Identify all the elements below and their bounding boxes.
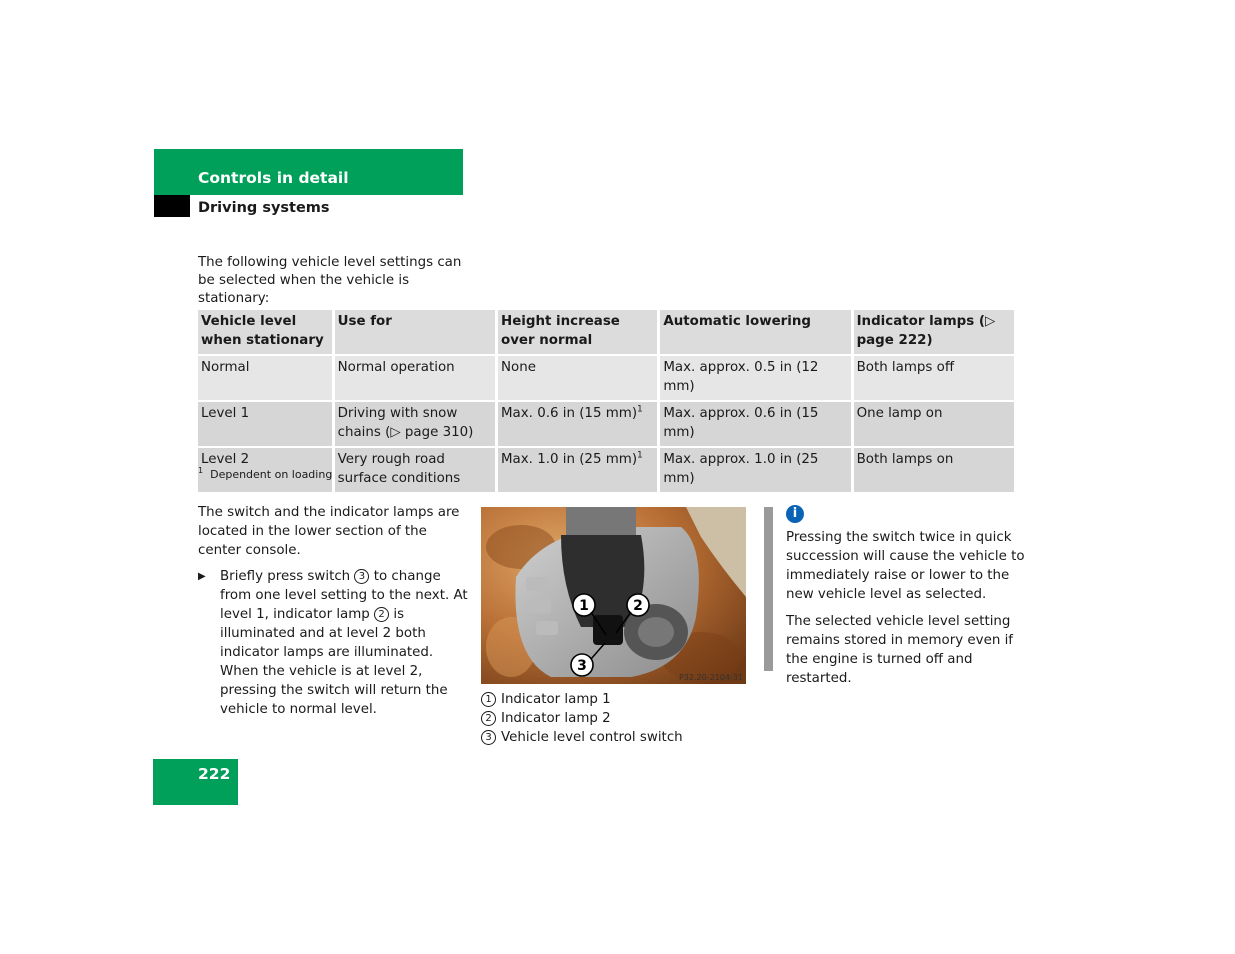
table-cell: Very rough road surface conditions: [335, 448, 495, 492]
bullet-text-part: to change from one level setting to the next. At level 1, indicator lamp: [220, 569, 468, 622]
bullet-text-part: is illuminated and at level 2 both indicator lamps are illuminated. When the vehicle is at level 2, pressing the switch will return the vehicle to normal level.: [220, 607, 448, 717]
caption-text: Indicator lamp 1: [501, 692, 611, 707]
caption-number: 1: [481, 692, 496, 707]
caption-item: [481, 728, 683, 747]
subsection-title: Driving systems: [198, 200, 330, 216]
table-cell: Level 2: [198, 448, 332, 492]
caption-number: 3: [481, 730, 496, 745]
table-cell: Normal operation: [335, 356, 495, 400]
caption-text: Indicator lamp 2: [501, 711, 611, 726]
callout-label: 3: [577, 658, 587, 674]
cell-text: Max. 0.6 in (15 mm): [501, 406, 638, 421]
vehicle-level-table: [195, 308, 1017, 494]
instruction-bullet: [198, 567, 468, 719]
table-cell: One lamp on: [854, 402, 1014, 446]
bullet-arrow-icon: ▶: [198, 571, 206, 582]
info-box: [786, 528, 1036, 696]
figure-captions: [481, 690, 683, 747]
table-cell: None: [498, 356, 657, 400]
table-header-row: [198, 310, 1014, 354]
cell-text: Max. 1.0 in (25 mm): [501, 452, 638, 467]
table-row: [198, 356, 1014, 400]
table-cell: Both lamps on: [854, 448, 1014, 492]
footnote: [198, 468, 332, 481]
caption-number: 2: [481, 711, 496, 726]
footnote-mark: 1: [198, 466, 204, 476]
table-header: Automatic lowering: [660, 310, 850, 354]
info-sidebar-bar: [764, 507, 773, 671]
caption-item: [481, 709, 683, 728]
table-header: Use for: [335, 310, 495, 354]
info-paragraph: The selected vehicle level setting remains stored in memory even if the engine is turned off and restarted.: [786, 614, 1014, 686]
bullet-text-part: Briefly press switch: [220, 569, 351, 584]
table-cell: Max. approx. 0.5 in (12 mm): [660, 356, 850, 400]
callout-label: 2: [633, 598, 643, 614]
table-header: Indicator lamps (▷ page 222): [854, 310, 1014, 354]
table-row: [198, 402, 1014, 446]
caption-text: Vehicle level control switch: [501, 730, 683, 745]
caption-item: [481, 690, 683, 709]
footnote-ref: 1: [637, 450, 643, 461]
table-cell: [498, 448, 657, 492]
intro-text: The following vehicle level settings can be selected when the vehicle is stationary:: [198, 255, 462, 306]
table-cell: [498, 402, 657, 446]
figure-code: P32.20-2104-31: [678, 673, 743, 682]
info-icon: i: [786, 505, 804, 523]
footnote-text: Dependent on loading: [210, 468, 333, 481]
table-header: Vehicle level when stationary: [198, 310, 332, 354]
bullet-text: [220, 567, 468, 719]
footnote-ref: 1: [637, 404, 643, 415]
callout-ref: 3: [354, 569, 369, 584]
subsection-marker: [154, 195, 190, 217]
table-header: Height increase over normal: [498, 310, 657, 354]
table-cell: Max. approx. 1.0 in (25 mm): [660, 448, 850, 492]
callout-label: 1: [579, 598, 589, 614]
section-title: Controls in detail: [198, 169, 349, 187]
callout-ref: 2: [374, 607, 389, 622]
table-cell: Level 1: [198, 402, 332, 446]
table-cell: Normal: [198, 356, 332, 400]
table-cell: Both lamps off: [854, 356, 1014, 400]
body-paragraph: The switch and the indicator lamps are located in the lower section of the center console.: [198, 505, 460, 558]
center-console-photo: [481, 507, 746, 684]
info-paragraph: Pressing the switch twice in quick succession will cause the vehicle to immediately raise or lower to the new vehicle level as selected.: [786, 530, 1025, 602]
page-number: 222: [198, 765, 231, 783]
table-cell: Max. approx. 0.6 in (15 mm): [660, 402, 850, 446]
table-cell: Driving with snow chains (▷ page 310): [335, 402, 495, 446]
